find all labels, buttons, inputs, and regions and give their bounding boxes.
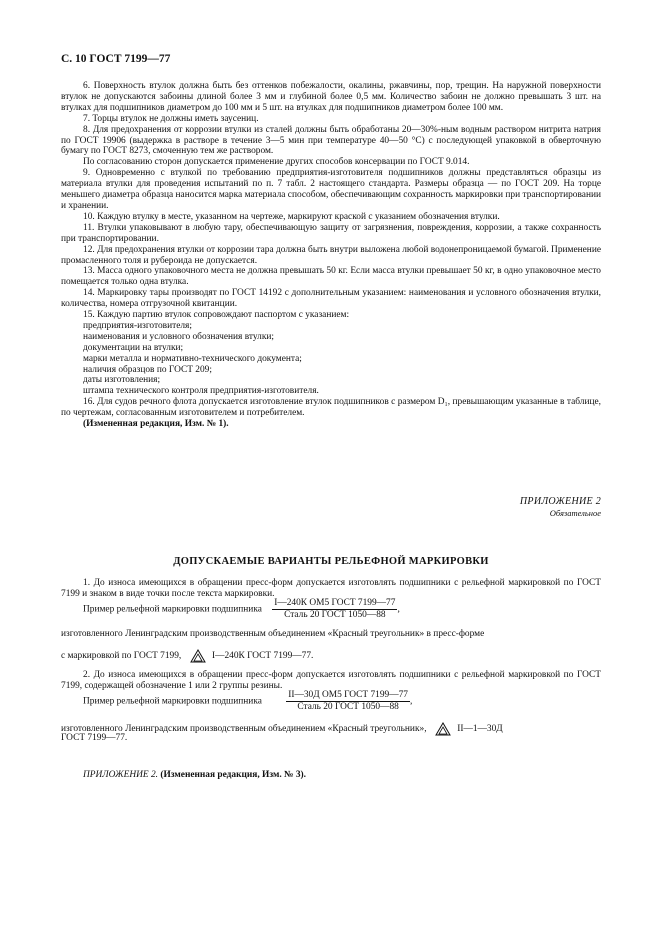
paragraph: По согласованию сторон допускается применение других способов консервации по ГОСТ 9.014. [83, 157, 470, 168]
example-1-denominator: Сталь 20 ГОСТ 1050—88 [284, 610, 386, 620]
example-1 [61, 598, 623, 621]
example-1-numerator: I—240К ОМ5 ГОСТ 7199—77 [274, 598, 396, 608]
paragraph: 12. Для предохранения втулки от коррозии тара должна быть внутри выложена любой водонепроницаемой бумагой. Применение промасленного толя и рубероида не допускается. [61, 244, 601, 266]
appendix-title: ПРИЛОЖЕНИЕ 2 [519, 496, 601, 507]
example-1-formula [272, 598, 400, 621]
paragraph: 7. Торцы втулок не должны иметь заусениц. [83, 113, 259, 124]
list-item: предприятия-изготовителя; [83, 320, 192, 331]
example-1-label: Пример рельефной маркировки подшипника [83, 604, 262, 615]
example-2-numerator: II—30Д ОМ5 ГОСТ 7199—77 [288, 690, 408, 700]
paragraph: 11. Втулки упаковывают в любую тару, обеспечивающую защиту от загрязнения, повреждения, коррозии, а также сохранность при транспортировании. [61, 222, 601, 244]
list-item: наличия образцов по ГОСТ 209; [83, 364, 212, 375]
list-item: штампа технического контроля предприятия-изготовителя. [83, 386, 319, 397]
paragraph: (Измененная редакция, Изм. № 1). [83, 419, 229, 430]
paragraph: 8. Для предохранения от коррозии втулки из сталей должны быть обработаны 20—30%-ным водным раствором нитрита натрия по ГОСТ 19906 (выдержка в растворе в течение 3—5 мин при температуре 40—50 °С) с последующей упаковкой в обверточную бумагу по ГОСТ 8273, смоченную тем же раствором. [61, 124, 601, 157]
paragraph: 9. Одновременно с втулкой по требованию предприятия-изготовителя подшипников должны представляться образцы из материала втулки для проведения испытаний по п. 7 табл. 2 настоящего стандарта. Размеры образца — по ГОСТ 209. На торце меньшего диаметра образца наносится марка материала способом, обеспечивающим сохранность маркировки при транспортировании и хранении. [61, 168, 601, 211]
line-factory-2: изготовленного Ленинградским производственным объединением «Красный треугольник», II—1—30Д [61, 722, 601, 736]
example-2-formula [286, 690, 413, 713]
paragraph: 13. Масса одного упаковочного места не должна превышать 50 кг. Если масса втулки превышает 50 кг, в одно упаковочное место помещается только одна втулка. [61, 266, 601, 288]
paragraph: 14. Маркировку тары производят по ГОСТ 14192 с дополнительным указанием: наименования и условного обозначения втулки, количества, номера отгрузочной квитанции. [61, 288, 601, 310]
example-1-comma: , [397, 604, 400, 615]
list-item: документации на втулки; [83, 342, 184, 353]
example-2-comma: , [410, 696, 413, 707]
paragraph-1: 1. До износа имеющихся в обращении пресс-форм допускается изготовлять подшипники с рельефной маркировкой по ГОСТ 7199 и знаком в виде точки после текста маркировки. [61, 578, 601, 599]
appendix-label [520, 497, 601, 519]
paragraph: 15. Каждую партию втулок сопровождают паспортом с указанием: [83, 310, 350, 321]
example-2-denominator: Сталь 20 ГОСТ 1050—88 [297, 702, 399, 712]
example-2-label: Пример рельефной маркировки подшипника [83, 696, 262, 707]
list-item: марки металла и нормативно-технического документа; [83, 353, 302, 364]
requirements-list [61, 81, 601, 430]
paragraph: 16. Для судов речного флота допускается изготовление втулок подшипников с размером D₁, превышающим указанные в таблице, по чертежам, согласованным изготовителем и потребителем. [61, 397, 601, 419]
list-item: даты изготовления; [83, 375, 161, 386]
line-factory-1: изготовленного Ленинградским производственным объединением «Красный треугольник» в пресс-форме [61, 629, 485, 639]
example-2 [61, 690, 623, 713]
page-header: С. 10 ГОСТ 7199—77 [61, 53, 171, 65]
appendix-subtitle: Обязательное [549, 507, 601, 518]
paragraph: 6. Поверхность втулок должна быть без оттенков побежалости, окалины, ржавчины, пор, трещин. На наружной поверхности втулок не допускаются забоины длиной более 3 мм и глубиной более 0,5 мм. Количество забоин не должно превышать 3 шт. на втулках для подшипников диаметром до 100 мм и 5 шт. на втулках для подшипников диаметром более 100 мм. [61, 81, 601, 113]
line-marking-1: с маркировкой по ГОСТ 7199, I—240К ГОСТ 7199—77. [61, 649, 601, 663]
paragraph-2: 2. До износа имеющихся в обращении пресс-форм допускается изготовлять подшипники с рельефной маркировкой по ГОСТ 7199, содержащей обозначение 1 или 2 группы резины. [61, 670, 601, 691]
paragraph: 10. Каждую втулку в месте, указанном на чертеже, маркируют краской с указанием обозначения втулки. [83, 211, 500, 222]
line-gost: ГОСТ 7199—77. [61, 733, 128, 743]
triangle-logo-icon [190, 649, 206, 663]
section-title: ДОПУСКАЕМЫЕ ВАРИАНТЫ РЕЛЬЕФНОЙ МАРКИРОВКИ [173, 556, 489, 567]
list-item: наименования и условного обозначения втулки; [83, 331, 275, 342]
footer-note: ПРИЛОЖЕНИЕ 2. (Измененная редакция, Изм. № 3). [83, 770, 306, 780]
